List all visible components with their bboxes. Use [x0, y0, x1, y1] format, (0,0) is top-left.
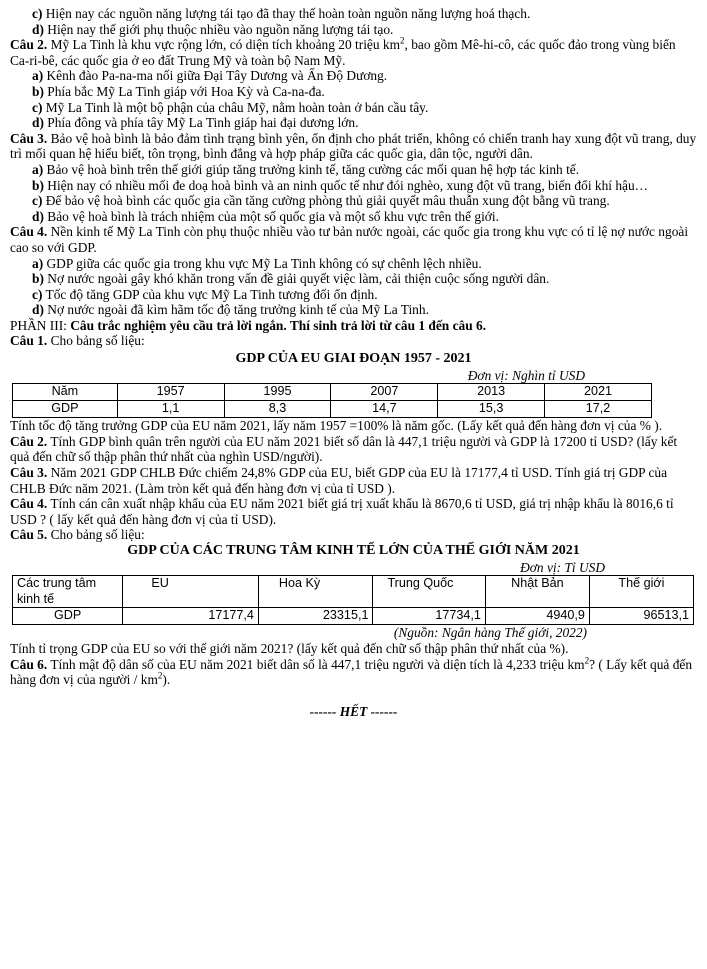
table-cell: Thế giới [589, 576, 693, 608]
part3-question-3: Câu 3. Năm 2021 GDP CHLB Đức chiếm 24,8% GDP của EU, biết GDP của EU là 17177,4 tỉ USD. Tính giá trị GDP của CHLB Đức năm 2021. (Làm tròn kết quả đến hàng đơn vị của tỉ USD ). [10, 465, 668, 496]
question-2-option-b: b) Phía bắc Mỹ La Tinh giáp với Hoa Kỳ và Ca-na-đa. [32, 83, 325, 99]
table-2-title: GDP CỦA CÁC TRUNG TÂM KINH TẾ LỚN CỦA THẾ GIỚI NĂM 2021 [127, 543, 580, 558]
part3-question-1-intro: Câu 1. Cho bảng số liệu: [10, 333, 145, 349]
question-4-option-b: b) Nợ nước ngoài gây khó khăn trong vấn đề giải quyết việc làm, cải thiện cuộc sống người dân. [32, 271, 550, 287]
table-cell: 2013 [438, 384, 545, 401]
question-4-option-a: a) GDP giữa các quốc gia trong khu vực Mỹ La Tinh không có sự chênh lệch nhiều. [32, 255, 482, 271]
part3-question-5-text: Tính tỉ trọng GDP của EU so với thế giới năm 2021? (lấy kết quả đến chữ số thập phân thứ nhất của %). [10, 640, 569, 656]
table-cell: 14,7 [331, 401, 438, 418]
table-cell: GDP [13, 401, 118, 418]
question-3-option-c: c) Để bảo vệ hoà bình các quốc gia cần tăng cường phòng thủ giải quyết mâu thuẫn xung đột bằng vũ trang. [32, 193, 610, 209]
part3-question-4: Câu 4. Tính cán cân xuất nhập khẩu của EU năm 2021 biết giá trị xuất khẩu là 8670,6 tỉ USD, giá trị nhập khẩu là 8016,6 tỉ USD ? ( lấy kết quả đến hàng đơn vị của tỉ USD). [10, 496, 674, 527]
table-cell: 17177,4 [123, 608, 259, 625]
option-c: c) Hiện nay các nguồn năng lượng tái tạo đã thay thế hoàn toàn nguồn năng lượng hoá thạch. [32, 6, 531, 21]
option-d: d) Hiện nay thế giới phụ thuộc nhiều vào nguồn năng lượng tái tạo. [32, 21, 394, 37]
end-marker: ------ HẾT ------ [309, 703, 398, 719]
table-cell: 1995 [224, 384, 331, 401]
table-row [13, 608, 694, 625]
question-4-option-c: c) Tốc độ tăng GDP của khu vực Mỹ La Tinh tương đối ổn định. [32, 286, 378, 302]
table-1-gdp-eu [12, 383, 652, 418]
question-4-stem: Câu 4. Nền kinh tế Mỹ La Tinh còn phụ thuộc nhiều vào tư bản nước ngoài, các quốc gia trong khu vực có tỉ lệ nợ nước ngoài cao so với GDP. [10, 224, 689, 255]
table-cell: 96513,1 [589, 608, 693, 625]
table-cell: 23315,1 [258, 608, 373, 625]
part3-question-2: Câu 2. Tính GDP bình quân trên người của EU năm 2021 biết số dân là 447,1 triệu người và GDP là 17200 tỉ USD? (lấy kết quả đến chữ số thập phân thứ nhất của nghìn USD/người). [10, 433, 678, 465]
table-row [13, 401, 652, 418]
table-cell: 1,1 [117, 401, 224, 418]
table-1-unit: Đơn vị: Nghìn tỉ USD [467, 367, 585, 383]
table-row [13, 384, 652, 401]
table-cell: Năm [13, 384, 118, 401]
question-2-stem: Câu 2. Mỹ La Tinh là khu vực rộng lớn, có diện tích khoảng 20 triệu $km^2$, bao gồm Mê-hi-cô, các quốc đảo trong vùng biển Ca-ri-bê, các quốc gia ở eo đất Trung Mỹ và toàn bộ Nam Mỹ. [10, 35, 676, 68]
table-cell: 17734,1 [373, 608, 485, 625]
table-cell: Nhật Bản [485, 576, 589, 608]
table-cell: 2007 [331, 384, 438, 401]
table-row [13, 576, 694, 608]
table-cell: 15,3 [438, 401, 545, 418]
part-3-heading: PHẦN III: Câu trắc nghiệm yêu cầu trả lời ngắn. Thí sinh trả lời từ câu 1 đến câu 6. [10, 317, 487, 333]
question-4-option-d: d) Nợ nước ngoài đã kìm hãm tốc độ tăng trưởng kinh tế của Mỹ La Tinh. [32, 302, 429, 318]
table-cell: Trung Quốc [373, 576, 485, 608]
table-2-source: (Nguồn: Ngân hàng Thế giới, 2022) [393, 625, 587, 641]
question-3-stem: Câu 3. Bảo vệ hoà bình là bảo đảm tình trạng bình yên, ổn định cho phát triển, không có chiến tranh hay xung đột vũ trang, duy trì mối quan hệ hiểu biết, tôn trọng, bình đẳng và hợp pháp giữa các quốc gia, dân tộc, người dân. [10, 130, 697, 162]
question-2-option-c: c) Mỹ La Tinh là một bộ phận của châu Mỹ, nằm hoàn toàn ở bán cầu tây. [32, 99, 429, 115]
table-cell: EU [123, 576, 259, 608]
part3-question-5-intro: Câu 5. Cho bảng số liệu: [10, 527, 145, 543]
question-3-option-b: b) Hiện nay có nhiều mối đe doạ hoà bình và an ninh quốc tế như đói nghèo, xung đột vũ trang, biến đổi khí hậu… [32, 177, 649, 193]
table-cell: Hoa Kỳ [258, 576, 373, 608]
part3-question-1-text: Tính tốc độ tăng trưởng GDP của EU năm 2021, lấy năm 1957 =100% là năm gốc. (Lấy kết quả đến hàng đơn vị của % ). [10, 418, 663, 434]
table-cell: 17,2 [545, 401, 652, 418]
table-1-title: GDP CỦA EU GIAI ĐOẠN 1957 - 2021 [235, 351, 472, 367]
table-cell: GDP [13, 608, 123, 625]
table-cell: Các trung tâm kinh tế [13, 576, 123, 608]
question-2-option-a: a) Kênh đào Pa-na-ma nối giữa Đại Tây Dương và Ấn Độ Dương. [32, 68, 388, 84]
table-2-gdp-centers [12, 575, 694, 625]
table-cell: 4940,9 [485, 608, 589, 625]
question-3-option-d: d) Bảo vệ hoà bình là trách nhiệm của một số quốc gia và một số khu vực trên thế giới. [32, 208, 499, 224]
part3-question-6: Câu 6. Tính mật độ dân số của EU năm 2021 biết dân số là 447,1 triệu người và diện tích là 4,233 triệu $km^2$? ( Lấy kết quả đến hàng đơn vị của người / $km^2$). [10, 655, 693, 688]
table-2-unit: Đơn vị: Tỉ USD [520, 559, 605, 575]
question-2-option-d: d) Phía đông và phía tây Mỹ La Tinh giáp hai đại dương lớn. [32, 115, 359, 131]
question-3-option-a: a) Bảo vệ hoà bình trên thế giới giúp tăng trưởng kinh tế, tăng cường các mối quan hệ hợp tác kinh tế. [32, 161, 580, 177]
table-cell: 2021 [545, 384, 652, 401]
table-cell: 8,3 [224, 401, 331, 418]
table-cell: 1957 [117, 384, 224, 401]
